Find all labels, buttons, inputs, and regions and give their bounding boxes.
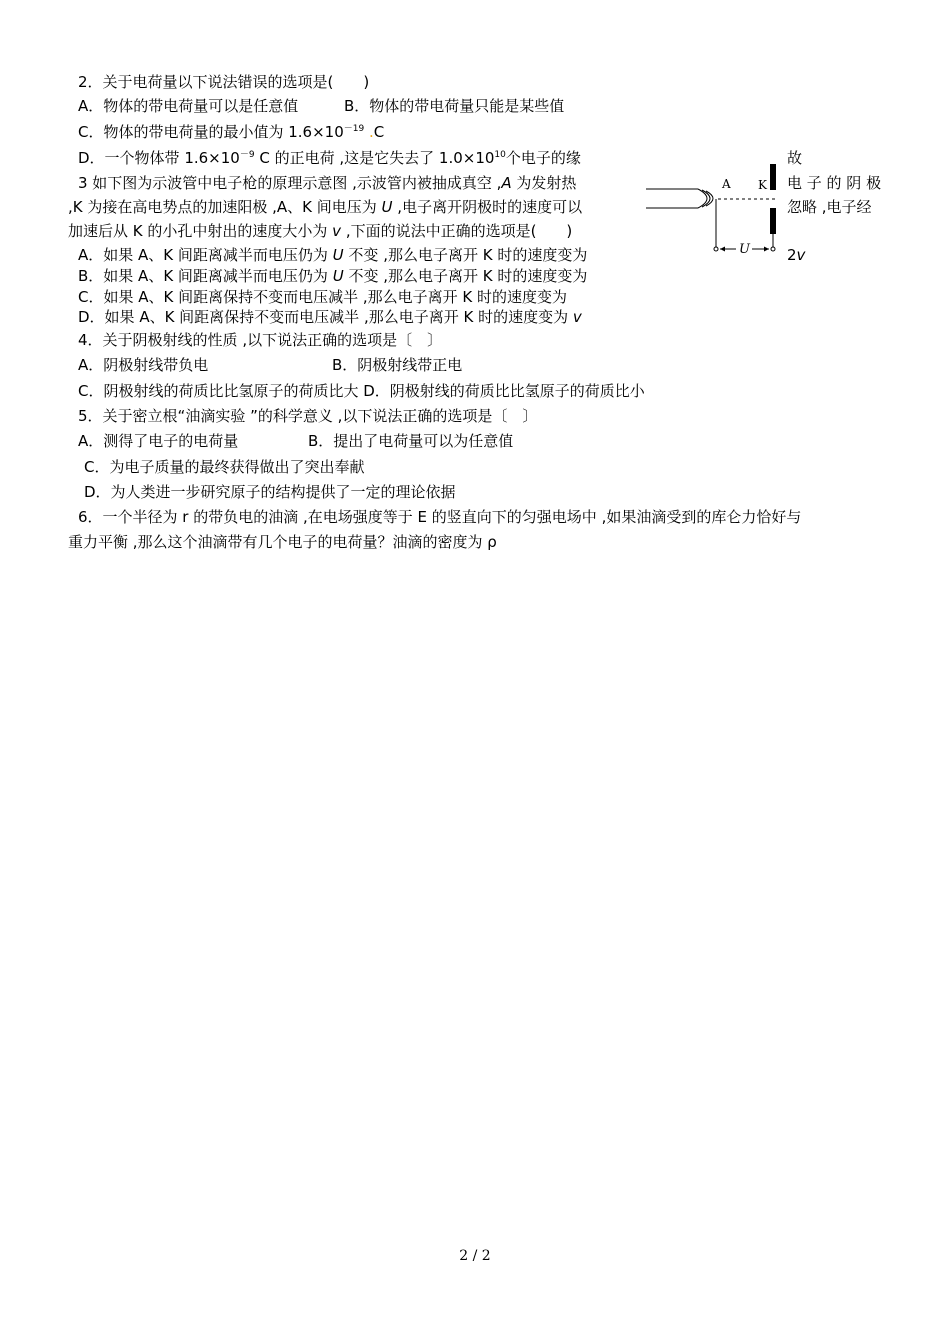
q4-option-b: B．阴极射线带正电 [332,356,463,374]
page-number: 2 / 2 [459,1248,491,1264]
q4-stem: 4．关于阴极射线的性质 ,以下说法正确的选项是〔 〕 [78,331,443,349]
q3-option-b: B．如果 A、K 间距离减半而电压仍为 U 不变 ,那么电子离开 K 时的速度变为 [78,267,588,285]
q3-option-a: A．如果 A、K 间距离减半而电压仍为 U 不变 ,那么电子离开 K 时的速度变为 [78,246,588,264]
q2-option-c: C．物体的带电荷量的最小值为 $1.6\times 10^{-19}$ .C [78,123,385,141]
q4-option-cd: C．阴极射线的荷质比比氢原子的荷质比大 D．阴极射线的荷质比比氢原子的荷质比小 [78,382,645,400]
q4-option-a: A．阴极射线带负电 [78,356,209,374]
electron-gun-diagram [646,164,786,256]
diagram-label-k: K [758,178,767,192]
q5-stem: 5．关于密立根“油滴实验 ”的科学意义 ,以下说法正确的选项是〔 〕 [78,407,538,425]
q5-option-c: C．为电子质量的最终获得做出了突出奉献 [84,458,365,476]
q5-option-b: B．提出了电荷量可以为任意值 [308,432,514,450]
q3-option-d: D．如果 A、K 间距离保持不变而电压减半 ,那么电子离开 K 时的速度变为 v [78,308,582,326]
q2-option-d-tail: 故 [787,149,803,167]
q6-line1: 6．一个半径为 r 的带负电的油滴 ,在电场强度等于 E 的竖直向下的匀强电场中 ,如果油滴受到的库仑力恰好与 [78,508,802,526]
q5-option-d: D．为人类进一步研究原子的结构提供了一定的理论依据 [84,483,456,501]
q3-line2: ,K 为接在高电势点的加速阳极 ,A、K 间电压为 U ,电子离开阴极时的速度可以 [68,198,583,216]
q3-line1: 3 如下图为示波管中电子枪的原理示意图 ,示波管内被抽成真空 ,A 为发射热 [78,174,577,192]
q2-option-d: D．一个物体带 $1.6\times 10^{-9}$ C 的正电荷 ,这是它失去了 $1.0\times 10^{10}$个电子的缘 [78,149,581,167]
q3-option-a-answer: 2v [787,246,806,264]
q2-option-a: A．物体的带电荷量可以是任意值 [78,97,299,115]
diagram-label-a: A [722,177,731,191]
q3-option-c: C．如果 A、K 间距离保持不变而电压减半 ,那么电子离开 K 时的速度变为 [78,288,568,306]
q2-stem: 2．关于电荷量以下说法错误的选项是( ) [78,73,370,91]
diagram-label-u: U [739,242,750,256]
q5-option-a: A．测得了电子的电荷量 [78,432,239,450]
q2-option-b: B．物体的带电荷量只能是某些值 [344,97,565,115]
q3-line1-right: 电 子 的 阴 极 [787,174,882,192]
q3-line3: 加速后从 K 的小孔中射出的速度大小为 v ,下面的说法中正确的选项是( ) [68,222,573,240]
q6-line2: 重力平衡 ,那么这个油滴带有几个电子的电荷量？油滴的密度为 ρ [68,533,497,551]
q3-line2-right: 忽略 ,电子经 [787,198,872,216]
